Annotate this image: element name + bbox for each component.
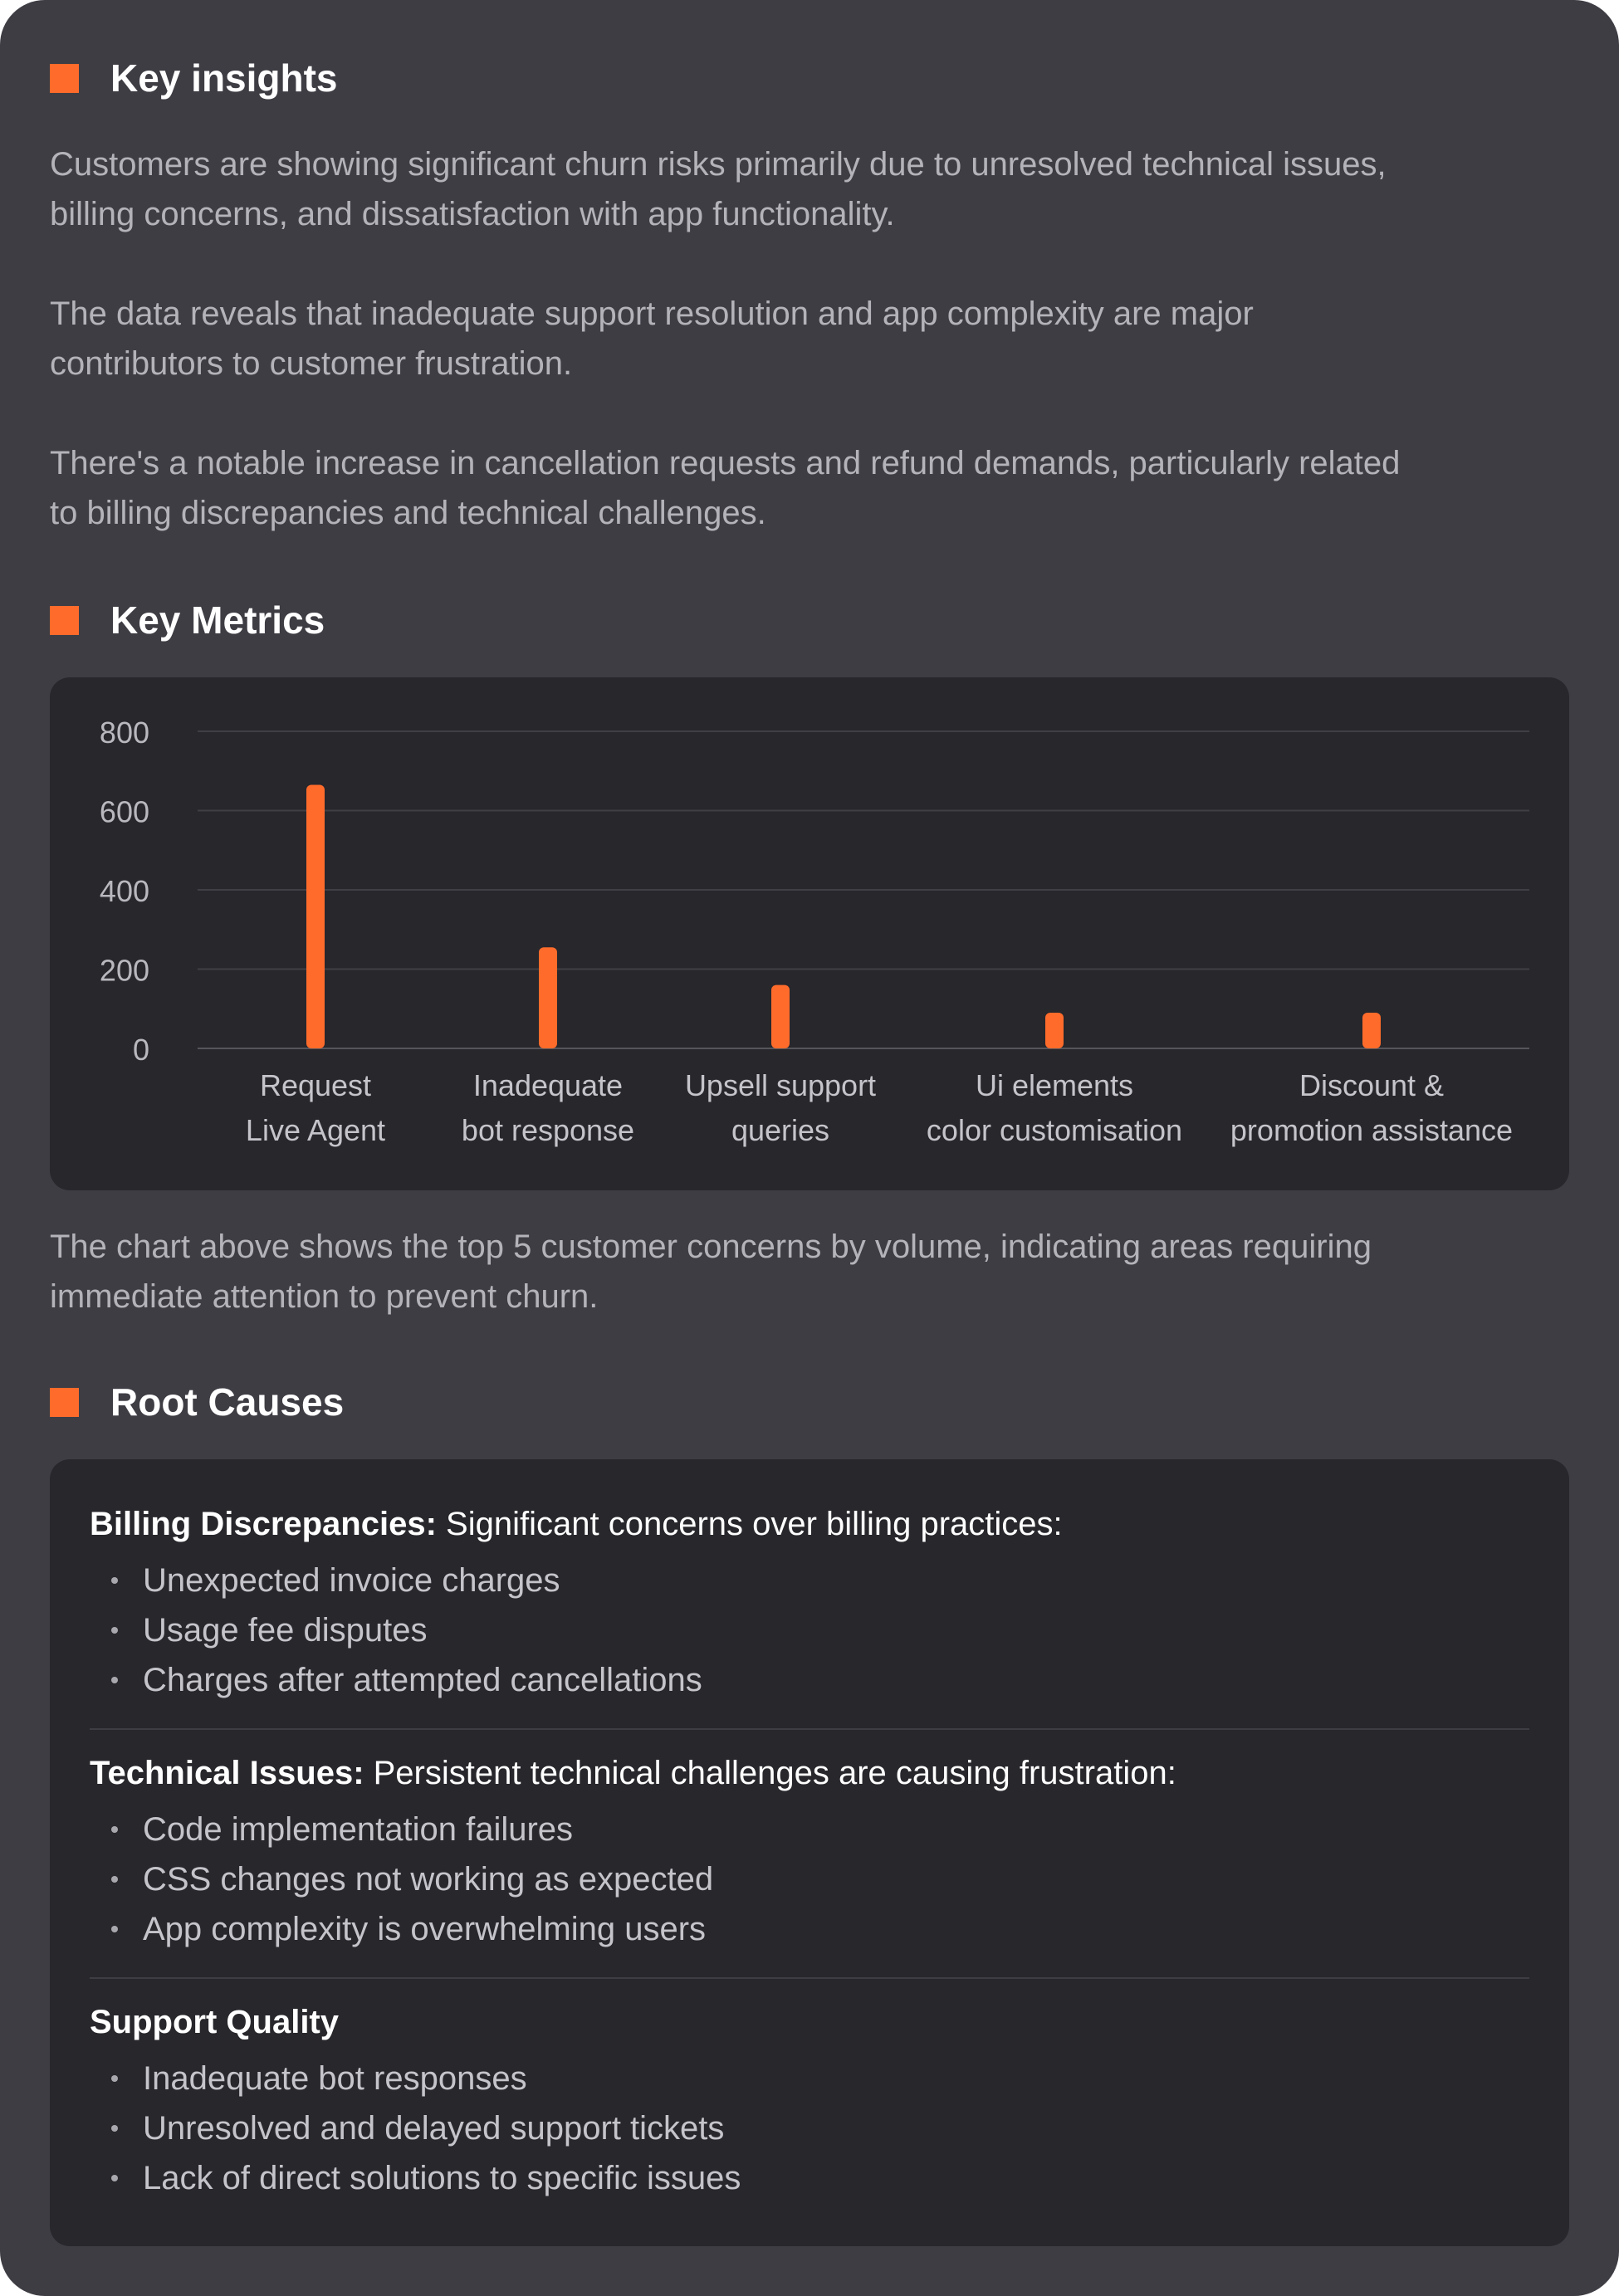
text-line: There's a notable increase in cancellation requests and refund demands, particularly related [50,445,1401,481]
root-cause-heading [90,1999,1529,2045]
bar [1045,1013,1064,1048]
list-item-text: Unresolved and delayed support tickets [143,2110,725,2147]
bar-chart [50,677,1569,1190]
list-item [90,1605,1529,1655]
x-tick-label: bot response [461,1113,635,1147]
text-line: immediate attention to prevent churn. [50,1278,599,1315]
root-cause-description: Persistent technical challenges are causing frustration: [364,1755,1176,1791]
x-tick-label: color customisation [926,1113,1183,1147]
y-tick-label: 0 [132,1033,149,1067]
root-cause-technical [90,1750,1529,1954]
bar [539,947,557,1048]
list-item [90,2054,1529,2103]
bar [771,985,790,1048]
bullet-dot-icon [111,2175,118,2181]
y-tick-label: 800 [99,716,149,750]
root-cause-list [90,1805,1529,1954]
bullet-dot-icon [111,2125,118,2132]
x-tick-label: Upsell support [684,1068,877,1102]
list-item-text: Usage fee disputes [143,1612,428,1649]
list-item [90,1904,1529,1954]
list-item-text: Inadequate bot responses [143,2060,527,2097]
list-item-text: Lack of direct solutions to specific issues [143,2160,741,2196]
root-cause-description: Significant concerns over billing practices: [436,1506,1063,1542]
key-insights-title: Key insights [110,56,338,100]
insights-paragraph-3 [50,438,1544,538]
root-cause-list [90,2054,1529,2203]
text-line: contributors to customer frustration. [50,345,573,382]
list-item-text: CSS changes not working as expected [143,1861,714,1898]
bullet-dot-icon [111,1577,118,1584]
root-cause-label: Support Quality [90,2004,339,2040]
root-cause-label: Billing Discrepancies: [90,1506,437,1542]
list-item [90,1556,1529,1605]
root-cause-heading [90,1750,1529,1796]
root-causes-header [50,1380,344,1424]
bar [1362,1013,1381,1048]
x-tick-label: Discount & [1299,1068,1445,1102]
square-bullet-icon [50,1388,79,1417]
insights-paragraph-1 [50,139,1544,239]
bullet-dot-icon [111,1926,118,1932]
insights-paragraph-2 [50,289,1544,388]
chart-card [50,677,1569,1190]
list-item [90,2153,1529,2203]
list-item-text: Unexpected invoice charges [143,1562,560,1599]
list-item [90,1805,1529,1854]
list-item [90,1655,1529,1705]
key-metrics-header [50,598,325,642]
text-line: Customers are showing significant churn risks primarily due to unresolved technical issues, [50,146,1387,183]
text-line: to billing discrepancies and technical challenges. [50,495,766,531]
x-tick-label: Inadequate [472,1068,624,1102]
list-item-text: Code implementation failures [143,1811,574,1848]
x-tick-label: promotion assistance [1230,1113,1514,1147]
root-cause-heading [90,1501,1529,1547]
square-bullet-icon [50,606,79,635]
bullet-dot-icon [111,1677,118,1683]
divider [90,1728,1529,1730]
text-line: billing concerns, and dissatisfaction with app functionality. [50,196,895,232]
text-line: The chart above shows the top 5 customer concerns by volume, indicating areas requiring [50,1229,1372,1265]
root-cause-list [90,1556,1529,1705]
bullet-dot-icon [111,1826,118,1833]
x-tick-label: queries [731,1113,830,1147]
bar [306,784,325,1048]
list-item [90,2103,1529,2153]
key-insights-header [50,56,338,100]
root-causes-title: Root Causes [110,1380,345,1424]
divider [90,1977,1529,1979]
root-cause-label: Technical Issues: [90,1755,364,1791]
text-line: The data reveals that inadequate support resolution and app complexity are major [50,296,1254,332]
list-item-text: Charges after attempted cancellations [143,1662,702,1698]
y-tick-label: 400 [99,874,149,908]
square-bullet-icon [50,64,79,93]
x-tick-label: Ui elements [975,1068,1134,1102]
list-item-text: App complexity is overwhelming users [143,1911,707,1947]
bullet-dot-icon [111,1876,118,1883]
root-causes-card [50,1459,1569,2246]
root-cause-support [90,1999,1529,2203]
list-item [90,1854,1529,1904]
x-tick-label: Request [259,1068,372,1102]
root-cause-billing [90,1501,1529,1705]
x-tick-label: Live Agent [245,1113,386,1147]
y-tick-label: 600 [99,794,149,829]
y-tick-label: 200 [99,953,149,988]
chart-caption [50,1222,1544,1321]
key-metrics-title: Key Metrics [110,598,325,642]
bullet-dot-icon [111,2075,118,2082]
bullet-dot-icon [111,1627,118,1634]
